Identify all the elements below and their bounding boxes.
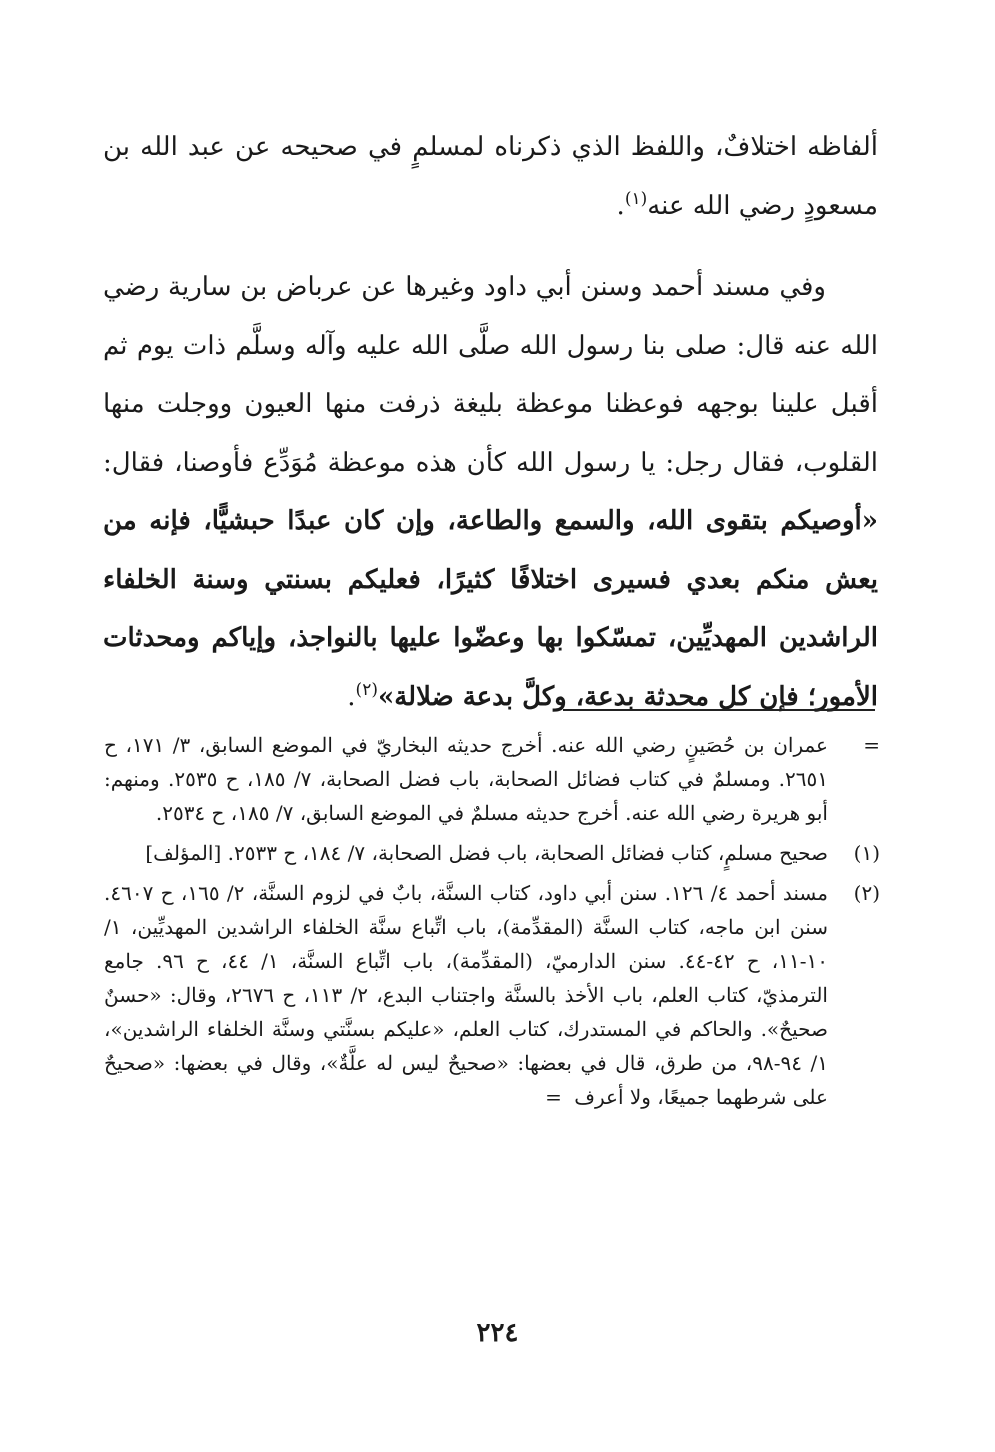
footnote-continuation xyxy=(104,728,880,830)
footnote-ref-2: (٢) xyxy=(355,679,378,700)
paragraph-1-end: . xyxy=(616,190,625,221)
footnote-1-number: (١) xyxy=(853,841,880,865)
page-number: ٢٢٤ xyxy=(476,1318,519,1348)
footnote-2-number: (٢) xyxy=(853,881,880,905)
continuation-marker: = xyxy=(863,733,880,757)
main-text xyxy=(103,118,878,726)
footnote-1 xyxy=(104,836,880,870)
hadith-quote: «أوصيكم بتقوى الله، والسمع والطاعة، وإن كان عبدًا حبشيًّا، فإنه من يعش منكم بعدي فسيرى اختلافًا كثيرًا، فعليكم بسنتي وسنة الخلفاء الراشدين المهديِّين، تمسّكوا بها وعضّوا عليها بالنواجذ، وإياكم ومحدثات الأمور؛ فإن كل محدثة بدعة، وكلَّ بدعة ضلالة» xyxy=(103,506,878,712)
paragraph-2-intro: وفي مسند أحمد وسنن أبي داود وغيرها عن عرباض بن سارية رضي الله عنه قال: صلى بنا رسول الله صلَّى الله عليه وآله وسلَّم ذات يوم ثم أقبل علينا بوجهه فوعظنا موعظة بليغة ذرفت منها العيون ووجلت منها القلوب، فقال رجل: يا رسول الله كأن هذه موعظة مُوَدِّع فأوصنا، فقال: xyxy=(103,272,878,478)
footnotes xyxy=(104,728,880,1120)
footnote-1-text: صحيح مسلمٍ، كتاب فضائل الصحابة، باب فضل الصحابة، ٧/ ١٨٤، ح ٢٥٣٣. [المؤلف] xyxy=(145,841,828,865)
footnote-2-body xyxy=(104,876,828,1114)
paragraph-1-text: ألفاظه اختلافٌ، واللفظ الذي ذكرناه لمسلمٍ في صحيحه عن عبد الله بن مسعودٍ رضي الله عنه xyxy=(103,132,878,221)
paragraph-1 xyxy=(103,118,878,235)
footnote-separator xyxy=(563,709,875,711)
continuation-text: عمران بن حُصَينٍ رضي الله عنه. أخرج حديثه البخاريّ في الموضع السابق، ٣/ ١٧١، ح ٢٦٥١. ومسلمٌ في كتاب فضائل الصحابة، باب فضل الصحابة، ٧/ ١٨٥، ح ٢٥٣٥. ومنهم: أبو هريرة رضي الله عنه. أخرج حديثه مسلمٌ في الموضع السابق، ٧/ ١٨٥، ح ٢٥٣٤. xyxy=(104,733,828,825)
footnote-ref-1: (١) xyxy=(624,188,648,209)
paragraph-2-end: . xyxy=(347,681,356,712)
footnote-2-trailing-marker: = xyxy=(545,1085,562,1109)
paragraph-2 xyxy=(103,258,878,726)
footnote-2 xyxy=(104,876,880,1114)
footnote-2-text: مسند أحمد ٤/ ١٢٦. سنن أبي داود، كتاب السنَّة، بابٌ في لزوم السنَّة، ٢/ ١٦٥، ح ٤٦٠٧. سنن ابن ماجه، كتاب السنَّة (المقدِّمة)، باب اتِّباع سنَّة الخلفاء الراشدين المهديِّين، ١/ ١٠-١١، ح ٤٢-٤٤. سنن الدارميّ، (المقدِّمة)، باب اتِّباع السنَّة، ١/ ٤٤، ح ٩٦. جامع الترمذيّ، كتاب العلم، باب الأخذ بالسنَّة واجتناب البدع، ٢/ ١١٣، ح ٢٦٧٦، وقال: «حسنٌ صحيحٌ». والحاكم في المستدرك، كتاب العلم، «عليكم بسنَّتي وسنَّة الخلفاء الراشدين»، ١/ ٩٤-٩٨، من طرق، قال في بعضها: «صحيحٌ ليس له علَّةٌ»، وقال في بعضها: «صحيحٌ على شرطهما جميعًا، ولا أعرف xyxy=(104,881,829,1109)
